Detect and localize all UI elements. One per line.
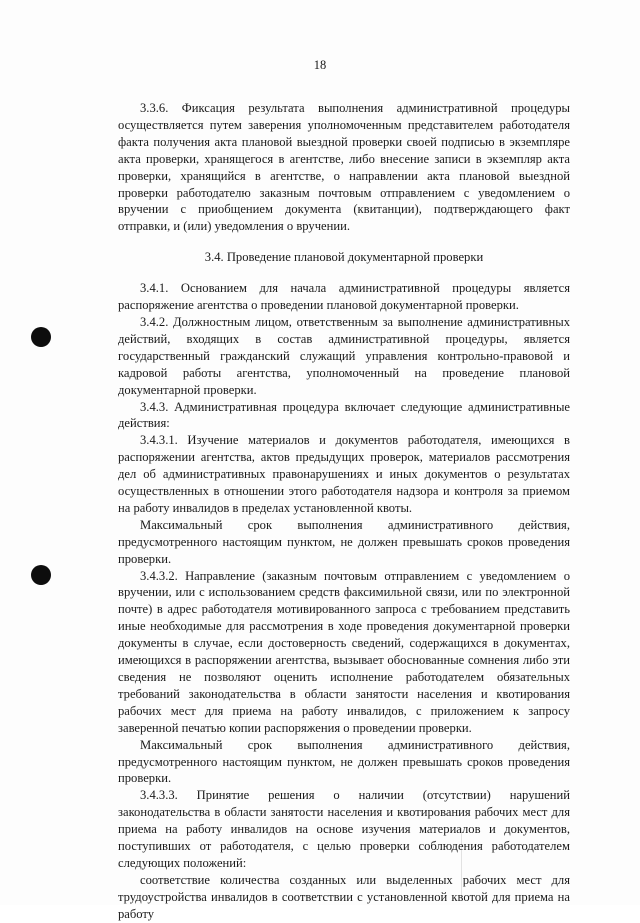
document-body — [118, 100, 570, 923]
punch-hole-mark — [31, 327, 51, 347]
paragraph-3-4-3-1: 3.4.3.1. Изучение материалов и документов работодателя, имеющихся в распоряжении агентства, актов предыдущих проверок, материалов рассмотрения дел об административных правонарушениях и иных документов о результатах осуществленных в отношении этого работодателя надзора и контроля за приемом на работу инвалидов в пределах установленной квоты. — [118, 433, 570, 515]
paragraph-3-4-1: 3.4.1. Основанием для начала административной процедуры является распоряжение агентства о проведении плановой документарной проверки. — [118, 281, 570, 313]
paragraph-max-term-1: Максимальный срок выполнения административного действия, предусмотренного настоящим пунктом, не должен превышать сроков проведения проверки. — [118, 517, 570, 566]
paragraph-3-3-6: 3.3.6. Фиксация результата выполнения административной процедуры осуществляется путем заверения уполномоченным представителем работодателя факта получения акта плановой выездной проверки своей подписью в экземпляре акта проверки, хранящегося в агентстве, либо внесение записи в экземпляр акта проверки, хранящийся в агентстве, о направлении акта плановой выездной проверки работодателю заказным почтовым отправлением с уведомлением о вручении с приобщением документа (квитанции), подтверждающего факт отправки, и (или) уведомления о вручении. — [118, 101, 570, 234]
section-heading-3-4: 3.4. Проведение плановой документарной проверки — [204, 250, 484, 265]
paragraph-3-4-3-2: 3.4.3.2. Направление (заказным почтовым отправлением с уведомлением о вручении, или с использованием средств факсимильной связи, или по электронной почте) в адрес работодателя мотивированного запроса с требованием представить иные необходимые для рассмотрения в ходе проведения документарной проверки документы в случае, если достоверность сведений, содержащихся в документах, имеющихся в распоряжении агентства, вызывает обоснованные сомнения либо эти сведения не позволяют оценить исполнение работодателем обязательных требований законодательства в области занятости населения и квотирования рабочих мест для приема на работу инвалидов, с приложением к запросу заверенной печатью копии распоряжения о проведении проверки. — [118, 568, 570, 735]
paragraph-3-4-3-3: 3.4.3.3. Принятие решения о наличии (отсутствии) нарушений законодательства в области занятости населения и квотирования рабочих мест для приема на работу инвалидов на основе изучения материалов и документов, поступивших от работодателя, с целью проверки соблюдения работодателем следующих положений: — [118, 788, 570, 870]
page-number: 18 — [313, 58, 327, 72]
paragraph-max-term-2: Максимальный срок выполнения административного действия, предусмотренного настоящим пунктом, не должен превышать сроков проведения проверки. — [118, 737, 570, 786]
paragraph-3-4-3: 3.4.3. Административная процедура включает следующие административные действия: — [118, 399, 570, 431]
paragraph-quota-compliance: соответствие количества созданных или выделенных рабочих мест для трудоустройства инвалидов в соответствии с установленной квотой для приема на работу — [118, 872, 570, 921]
paragraph-3-4-2: 3.4.2. Должностным лицом, ответственным за выполнение административных действий, входящих в состав административной процедуры, является государственный гражданский служащий управления контрольно-правовой и кадровой работы агентства, уполномоченный на проведение плановой документарной проверки. — [118, 314, 570, 397]
punch-hole-mark — [31, 565, 51, 585]
